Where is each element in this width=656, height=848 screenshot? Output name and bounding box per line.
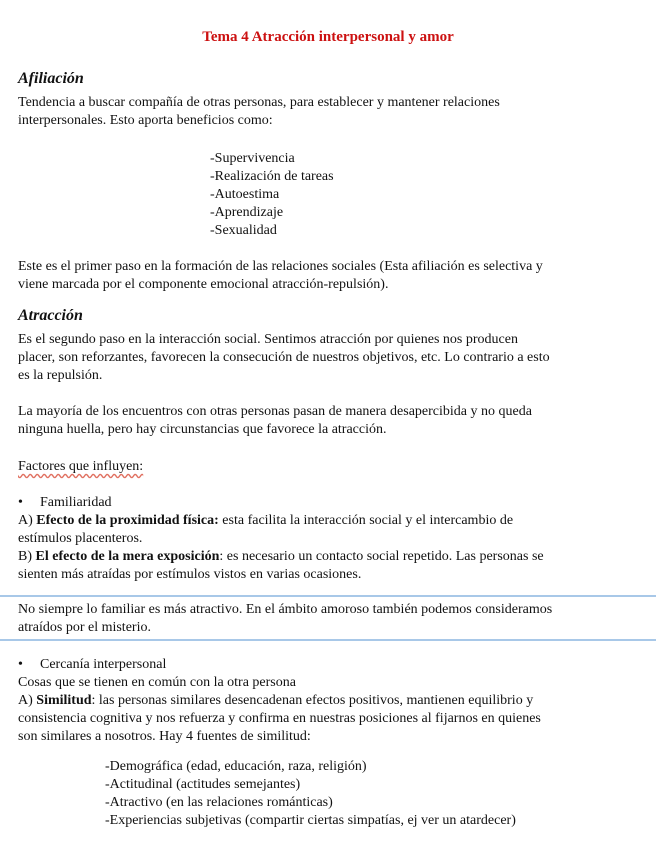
text-line: estímulos placenteros. xyxy=(18,531,143,546)
item-text: : es necesario un contacto social repetido. Las personas se xyxy=(219,549,544,564)
bullet-icon: • xyxy=(18,657,23,672)
text-line: Es el segundo paso en la interacción social. Sentimos atracción por quienes nos producen xyxy=(18,332,518,347)
item-bold: Efecto de la proximidad física: xyxy=(36,513,219,528)
cercania-section xyxy=(18,656,638,746)
factors-label xyxy=(18,458,638,476)
item-bold: El efecto de la mera exposición xyxy=(35,549,220,564)
list-item: -Atractivo (en las relaciones románticas) xyxy=(105,795,333,810)
text-line: Este es el primer paso en la formación de las relaciones sociales (Esta afiliación es selectiva y xyxy=(18,259,543,274)
item-prefix: A) xyxy=(18,693,37,708)
atraccion-paragraph-2 xyxy=(18,403,638,439)
item-prefix: B) xyxy=(18,549,36,564)
list-item: -Demográfica (edad, educación, raza, religión) xyxy=(105,759,367,774)
list-item: -Sexualidad xyxy=(210,223,277,238)
text-line: consistencia cognitiva y nos refuerza y confirma en nuestras posiciones al fijarnos en quienes xyxy=(18,711,541,726)
familiaridad-section xyxy=(18,494,638,584)
afiliacion-closing xyxy=(18,258,638,294)
bullet-label: Familiaridad xyxy=(40,495,112,510)
text-line: son similares a nosotros. Hay 4 fuentes de similitud: xyxy=(18,729,311,744)
text-line: atraídos por el misterio. xyxy=(18,620,151,635)
bullet-item-familiaridad xyxy=(18,494,638,512)
item-text: : las personas similares desencadenan efectos positivos, mantienen equilibrio y xyxy=(91,693,534,708)
benefits-list xyxy=(210,150,334,240)
bullet-label: Cercanía interpersonal xyxy=(40,657,167,672)
text-line: placer, son reforzantes, favorecen la consecución de nuestros objetivos, etc. Lo contrario a esto xyxy=(18,350,550,365)
list-item: -Experiencias subjetivas (compartir ciertas simpatías, ej ver un atardecer) xyxy=(105,813,516,828)
factors-label-text: Factores que influyen: xyxy=(18,459,144,474)
similitud-sources-list xyxy=(105,758,516,830)
list-item: -Actitudinal (actitudes semejantes) xyxy=(105,777,301,792)
text-line: Tendencia a buscar compañía de otras personas, para establecer y mantener relaciones xyxy=(18,95,500,110)
text-line: sienten más atraídas por estímulos vistos en varias ocasiones. xyxy=(18,567,362,582)
text-line: interpersonales. Esto aporta beneficios como: xyxy=(18,113,273,128)
text-line: ninguna huella, pero hay circunstancias que favorece la atracción. xyxy=(18,422,387,437)
bullet-item-cercania xyxy=(18,656,638,674)
bullet-icon: • xyxy=(18,495,23,510)
list-item: -Realización de tareas xyxy=(210,169,334,184)
text-line: viene marcada por el componente emocional atracción-repulsión). xyxy=(18,277,389,292)
text-line: Cosas que se tienen en común con la otra persona xyxy=(18,675,296,690)
heading-afiliacion: Afiliación xyxy=(18,70,84,87)
atraccion-paragraph-1 xyxy=(18,331,638,385)
note-text xyxy=(18,601,638,637)
text-line: No siempre lo familiar es más atractivo. En el ámbito amoroso también podemos consideramos xyxy=(18,602,553,617)
list-item: -Autoestima xyxy=(210,187,280,202)
item-a xyxy=(18,512,638,530)
item-a xyxy=(18,692,638,710)
item-prefix: A) xyxy=(18,513,37,528)
afiliacion-intro xyxy=(18,94,638,130)
item-b xyxy=(18,548,638,566)
text-line: es la repulsión. xyxy=(18,368,103,383)
list-item: -Supervivencia xyxy=(210,151,295,166)
item-text: esta facilita la interacción social y el intercambio de xyxy=(218,513,514,528)
heading-atraccion: Atracción xyxy=(18,307,83,324)
document-title: Tema 4 Atracción interpersonal y amor xyxy=(202,29,454,45)
text-line: La mayoría de los encuentros con otras personas pasan de manera desapercibida y no queda xyxy=(18,404,532,419)
list-item: -Aprendizaje xyxy=(210,205,284,220)
item-bold: Similitud xyxy=(36,693,92,708)
